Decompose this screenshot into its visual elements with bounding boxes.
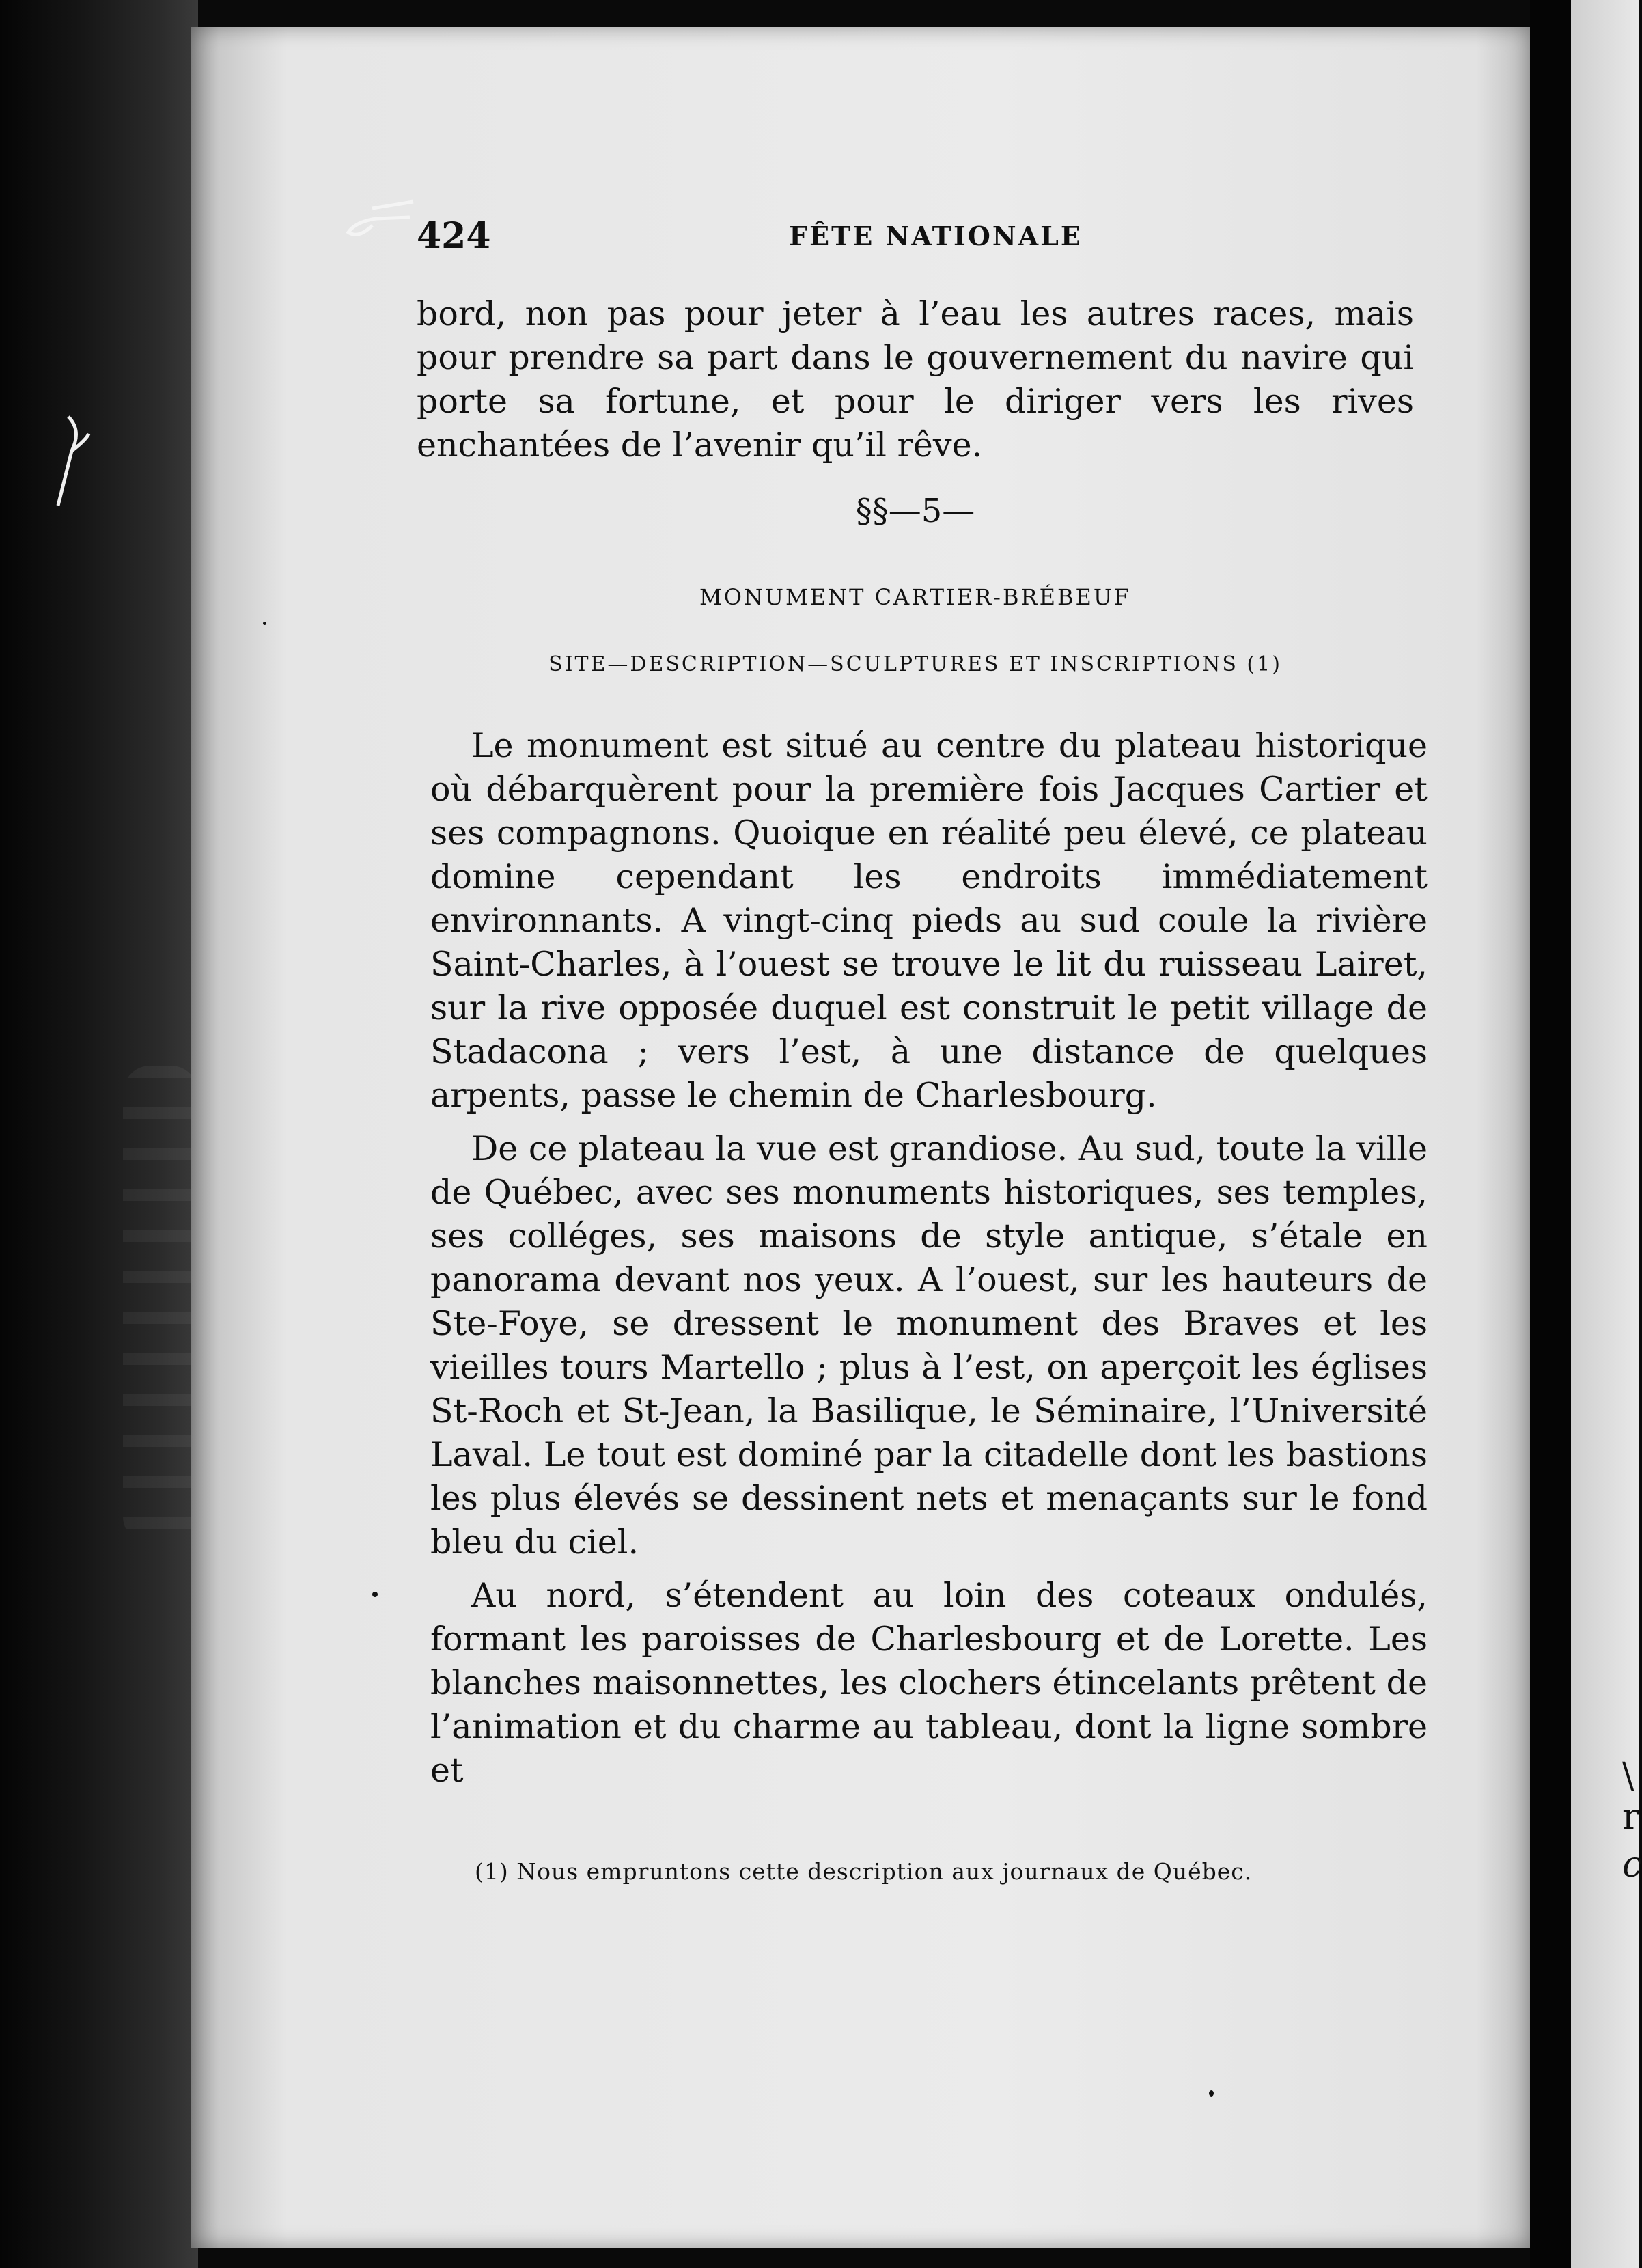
handwritten-mark [345, 184, 420, 253]
running-title: FÊTE NATIONALE [789, 221, 1083, 251]
body-paragraph: Au nord, s’étendent au loin des coteaux ondulés, formant les paroisses de Charlesbourg et de Lorette. Les blanches maisonnettes, les clochers étincelants prêtent de l’animation et du charme au tableau, dont la ligne sombre et [430, 1576, 1428, 1790]
next-page-edge [1571, 0, 1639, 2268]
opening-text [417, 292, 1414, 467]
bleed-through-marks [123, 1066, 198, 1544]
edge-glyph: c [1622, 1844, 1642, 1885]
section-subtitle: SITE—DESCRIPTION—SCULPTURES ET INSCRIPTIONS (1) [548, 652, 1282, 676]
handwritten-margin-mark [48, 410, 96, 512]
page-number: 424 [417, 215, 491, 257]
dust-speck [1209, 2090, 1214, 2097]
edge-glyph: r [1622, 1797, 1639, 1838]
section-heading [417, 492, 1414, 530]
section-mark: §§—5— [855, 492, 975, 530]
dust-speck [263, 622, 266, 625]
section-subtitle-wrap [417, 652, 1414, 676]
body-paragraph: De ce plateau la vue est grandiose. Au sud, toute la ville de Québec, avec ses monuments historiques, ses temples, ses colléges, ses maisons de style antique, s’étale en panorama devant nos yeux. A l’ouest, sur les hauteurs de Ste-Foye, se dressent le monument des Braves et les vieilles tours Martello ; plus à l’est, on aperçoit les églises St-Roch et St-Jean, la Basilique, le Séminaire, l’Université Laval. Le tout est dominé par la citadelle dont les bastions les plus élevés se dessinent nets et menaçants sur le fond bleu du ciel. [430, 1129, 1428, 1562]
footnote-block [475, 1858, 1363, 1885]
body-text [430, 724, 1428, 1793]
opening-paragraph: bord, non pas pour jeter à l’eau les autres races, mais pour prendre sa part dans le gouvernement du navire qui porte sa fortune, et pour le diriger vers les rives enchantées de l’avenir qu’il rêve. [417, 294, 1414, 465]
section-title-wrap [417, 584, 1414, 610]
running-head [417, 215, 1414, 263]
dark-left-margin [0, 0, 198, 2268]
section-title: MONUMENT CARTIER-BRÉBEUF [699, 584, 1131, 610]
footnote: (1) Nous empruntons cette description aux journaux de Québec. [475, 1858, 1253, 1885]
body-paragraph: Le monument est situé au centre du plateau historique où débarquèrent pour la première fois Jacques Cartier et ses compagnons. Quoique en réalité peu élevé, ce plateau domine cependant les endroits immédiatement environnants. A vingt-cinq pieds au sud coule la rivière Saint-Charles, à l’ouest se trouve le lit du ruisseau Lairet, sur la rive opposée duquel est construit le petit village de Stadacona ; vers l’est, à une distance de quelques arpents, passe le chemin de Charlesbourg. [430, 726, 1428, 1115]
dust-speck [372, 1592, 378, 1597]
edge-glyph: \ [1622, 1756, 1634, 1797]
dark-right-gutter [1530, 0, 1571, 2268]
